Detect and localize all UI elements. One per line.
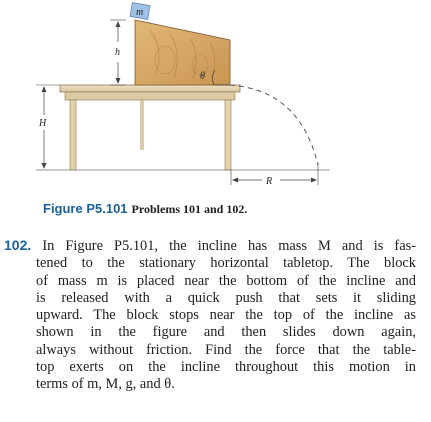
problem-102 <box>4 237 416 394</box>
figure-caption <box>43 201 423 217</box>
problem-number: 102. <box>4 237 32 253</box>
incline-wedge <box>135 20 230 85</box>
table <box>60 85 240 170</box>
R-label: R <box>266 176 273 187</box>
block-label: m <box>136 7 144 18</box>
h-label: h <box>115 47 120 58</box>
problem-line-9: terms of m, M, g, and θ. <box>36 376 175 393</box>
problem-line-7: always without friction. Find the force that the table- <box>36 341 416 358</box>
trajectory-dashed <box>230 85 318 165</box>
problem-line-6: shown in the figure and then slides down again, <box>36 324 416 341</box>
problem-line-2: tened to the stationary horizontal tabletop. The block <box>36 255 416 272</box>
figure-p5-101 <box>0 0 431 200</box>
angle-label: θ <box>200 71 205 82</box>
problem-line-5: upward. The block stops near the top of the incline as <box>36 307 416 324</box>
problem-line-3: of mass m is placed near the bottom of the incline and <box>36 272 416 289</box>
caption-figure-label: Figure P5.101 <box>43 201 128 216</box>
caption-text: Problems 101 and 102. <box>131 202 248 216</box>
problem-line-1: 102. In Figure P5.101, the incline has mass M and is fas- <box>4 237 416 254</box>
H-label: H <box>39 118 47 129</box>
R-dimension <box>231 163 318 185</box>
problem-line-4: is released with a quick push that sets it sliding <box>36 289 416 306</box>
problem-line-8: top exerts on the incline throughout this motion in <box>36 359 416 376</box>
